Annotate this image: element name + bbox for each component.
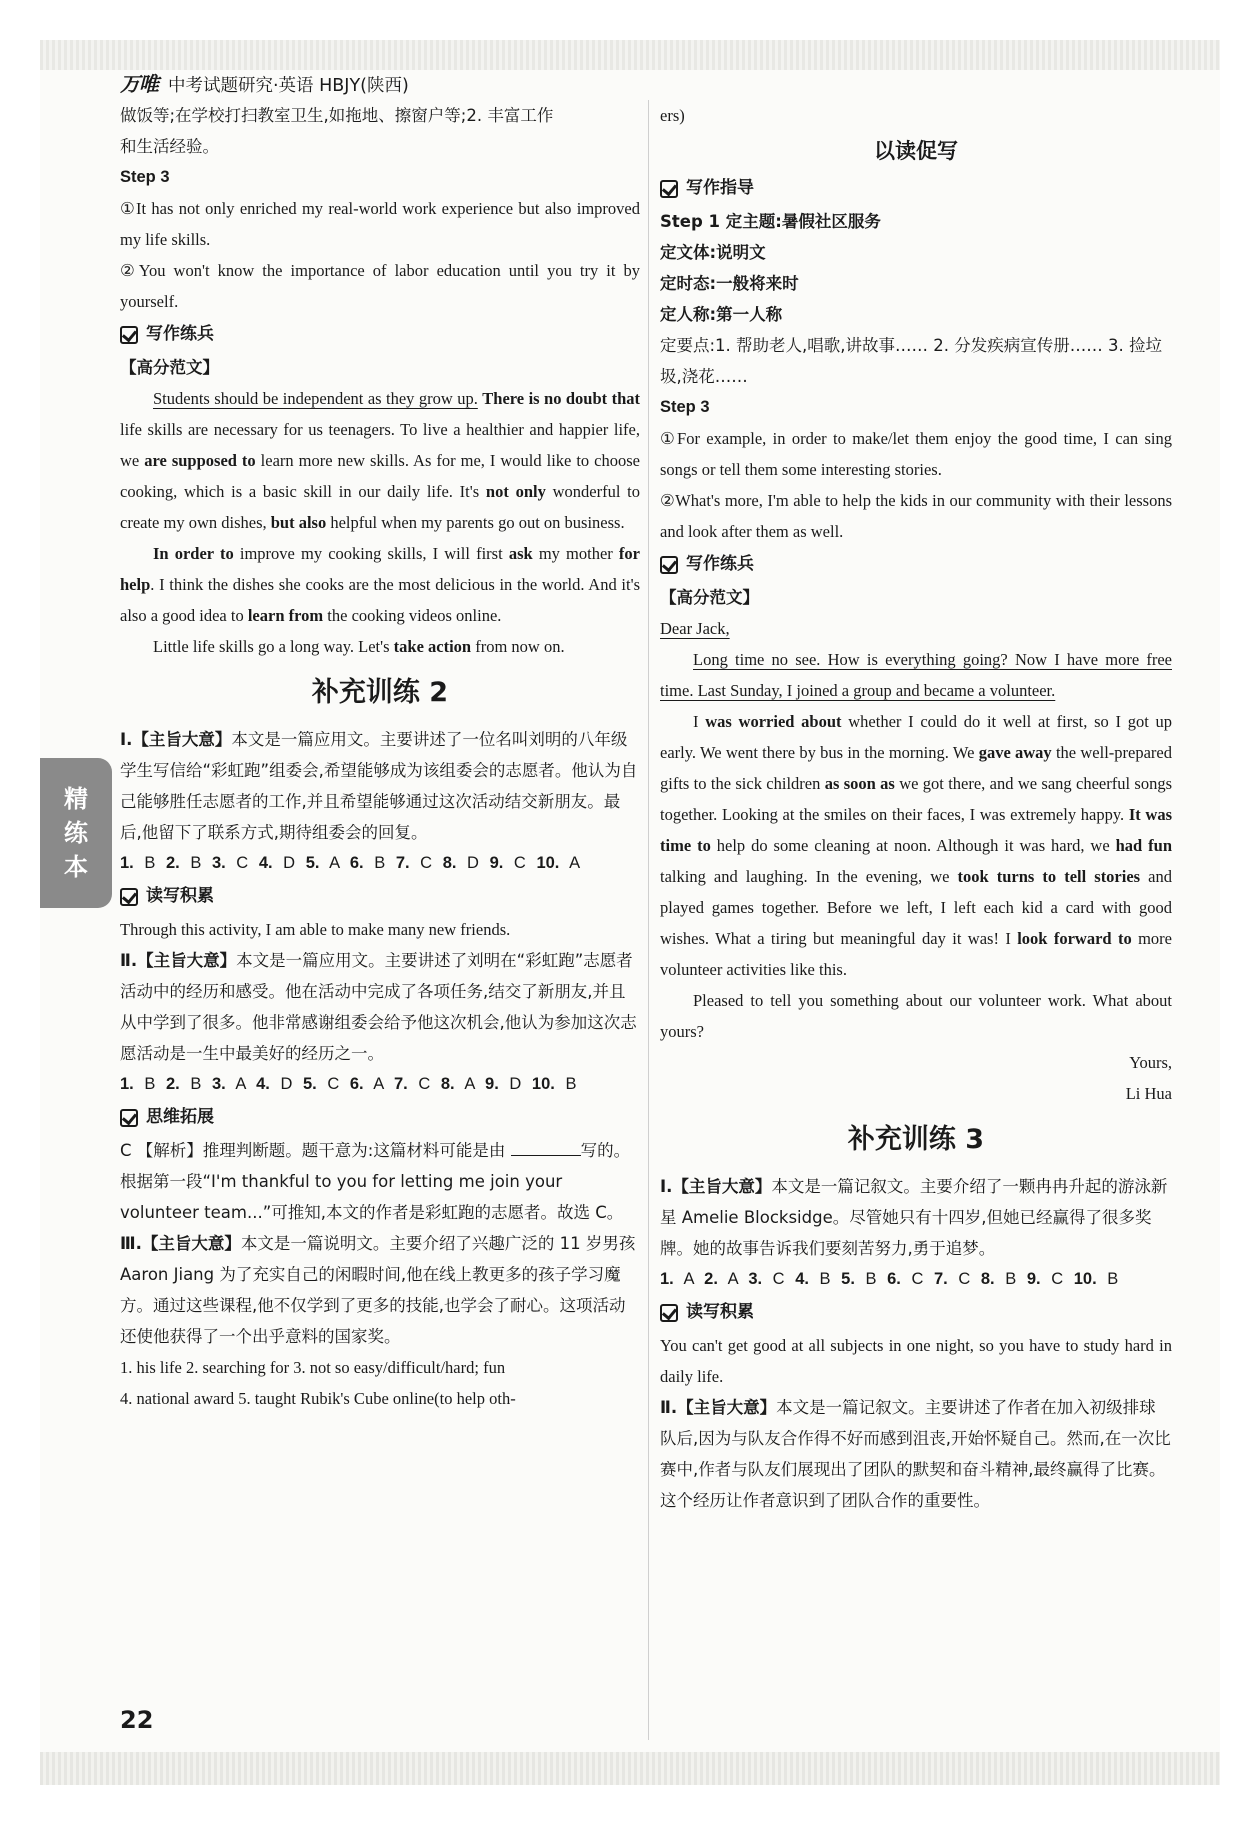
- letter-text: help do some cleaning at noon. Although it was hard, we: [710, 836, 1116, 855]
- answer-value: B: [190, 854, 202, 872]
- answer-value: C: [772, 1270, 785, 1288]
- key-phrase: In order to: [153, 544, 234, 563]
- step-3-label: Step 3: [120, 168, 170, 186]
- section-reading-accumulation: [660, 1297, 1172, 1328]
- answer-value: C: [958, 1270, 971, 1288]
- reading-sentence: You can't get good at all subjects in one night, so you have to study hard in daily life.: [660, 1336, 1172, 1386]
- answer-number: 5.: [305, 854, 320, 872]
- answer-number: 7.: [934, 1270, 948, 1288]
- key-phrase: was worried about: [705, 712, 842, 731]
- answer-number: 9.: [1026, 1270, 1041, 1288]
- step-3-label: Step 3: [660, 398, 710, 416]
- guide-line: 定文体:说明文: [660, 243, 766, 262]
- section-reading-accumulation: [120, 881, 640, 912]
- analysis-text: C 【解析】推理判断题。题干意为:这篇材料可能是由: [120, 1141, 506, 1160]
- letter-closing: Yours,: [1129, 1053, 1172, 1072]
- side-tab-char: 练: [64, 819, 88, 847]
- key-phrase: look forward to: [1017, 929, 1132, 948]
- letter-opening: Long time no see. How is everything going? Now I have more free time. Last Sunday, I joined a group and became a volunteer.: [660, 650, 1172, 700]
- answer-number: 8.: [980, 1270, 995, 1288]
- answer-number: 6.: [887, 1270, 901, 1288]
- main-idea-paragraph: [120, 945, 640, 1069]
- column-divider: [648, 100, 649, 1740]
- check-icon: [660, 180, 678, 198]
- left-column: [120, 100, 640, 1414]
- key-phrase: not only: [485, 482, 546, 501]
- scan-edge-bottom: [40, 1752, 1220, 1785]
- salutation-text: Dear Jack,: [660, 619, 730, 638]
- answer-row: 4. national award 5. taught Rubik's Cube online(to help oth-: [120, 1389, 516, 1408]
- check-icon: [660, 1304, 678, 1322]
- essay-text: . I think the dishes she cooks are the most delicious in the world. And it's also a good idea to: [120, 575, 640, 625]
- step-3-sentence: ②You won't know the importance of labor education until you try it by yourself.: [120, 261, 640, 311]
- answer-blank: [511, 1142, 581, 1156]
- answer-value: C: [1051, 1270, 1064, 1288]
- answer-number: 2.: [165, 1075, 180, 1093]
- essay-text: helpful when my parents go out on business.: [326, 513, 625, 532]
- answer-number: 4.: [256, 1075, 270, 1093]
- answer-number: 2.: [704, 1270, 718, 1288]
- main-idea-paragraph: [660, 1392, 1172, 1516]
- main-idea-head: Ⅰ.【主旨大意】: [660, 1177, 772, 1196]
- answer-value: B: [1005, 1270, 1017, 1288]
- section-label: 读写积累: [686, 1302, 754, 1322]
- essay-paragraph: [120, 383, 640, 538]
- key-phrase: but also: [270, 513, 327, 532]
- guide-line: 定要点:1. 帮助老人,唱歌,讲故事…… 2. 分发疾病宣传册…… 3. 捡垃圾,浇花……: [660, 336, 1163, 386]
- continued-text: 做饭等;在学校打扫教室卫生,如拖地、擦窗户等;2. 丰富工作: [120, 106, 554, 125]
- continued-text: 和生活经验。: [120, 137, 219, 156]
- answer-value: D: [467, 854, 479, 872]
- check-icon: [660, 556, 678, 574]
- main-idea-text: 本文是一篇应用文。主要讲述了一位名叫刘明的八年级学生写信给“彩虹跑”组委会,希望能够成为该组委会的志愿者。他认为自己能够胜任志愿者的工作,并且希望能够通过这次活动结交新朋友。最后,他留下了联系方式,期待组委会的回复。: [120, 730, 638, 842]
- answer-value: C: [327, 1075, 340, 1093]
- answer-number: 1.: [120, 1075, 134, 1093]
- answer-number: 10.: [1073, 1270, 1097, 1288]
- essay-text: Little life skills go a long way. Let's: [153, 637, 394, 656]
- right-column: [660, 100, 1172, 1516]
- key-phrase: take action: [393, 637, 472, 656]
- answer-number: 1.: [120, 854, 134, 872]
- answer-number: 8.: [440, 1075, 455, 1093]
- answer-number: 7.: [394, 1075, 408, 1093]
- letter-text: talking and laughing. In the evening, we: [660, 867, 958, 886]
- side-tab: [40, 758, 112, 908]
- key-phrase: for help: [120, 544, 640, 594]
- answer-number: 6.: [349, 854, 364, 872]
- answer-row: 1. his life 2. searching for 3. not so easy/difficult/hard; fun: [120, 1358, 506, 1377]
- answer-number: 5.: [302, 1075, 317, 1093]
- answer-number: 9.: [489, 854, 504, 872]
- main-idea-text: 本文是一篇应用文。主要讲述了刘明在“彩虹跑”志愿者活动中的经历和感受。他在活动中完成了各项任务,结交了新朋友,并且从中学到了很多。他非常感谢组委会给予他这次机会,他认为参加这次志愿活动是一生中最美好的经历之一。: [120, 951, 637, 1063]
- key-phrase: as soon as: [824, 774, 895, 793]
- key-phrase: took turns to tell stories: [957, 867, 1141, 886]
- answer-value: B: [1107, 1270, 1119, 1288]
- essay-text: life skills are necessary for us teenagers. To live a healthier and happier life, we: [120, 420, 640, 470]
- answer-row: [660, 1264, 1172, 1295]
- letter-text: I: [693, 712, 706, 731]
- answer-number: 2.: [165, 854, 180, 872]
- answer-number: 6.: [349, 1075, 364, 1093]
- answer-number: 3.: [211, 854, 226, 872]
- answer-value: C: [418, 1075, 431, 1093]
- essay-text: the cooking videos online.: [323, 606, 502, 625]
- letter-salutation: [660, 613, 1172, 644]
- supplement-2-title: 补充训练 2: [311, 677, 449, 708]
- answer-value: C: [513, 854, 526, 872]
- brand-logo: 万唯: [120, 72, 158, 96]
- essay-text: wonderful to create my own dishes,: [120, 482, 640, 532]
- section-label: 思维拓展: [146, 1107, 214, 1127]
- answer-value: B: [565, 1075, 577, 1093]
- step-3-sentence: ②What's more, I'm able to help the kids in our community with their lessons and look after them as well.: [660, 491, 1172, 541]
- guide-line: Step 1 定主题:暑假社区服务: [660, 212, 881, 231]
- key-phrase: learn from: [247, 606, 324, 625]
- answer-number: 4.: [258, 854, 273, 872]
- answer-number: 10.: [531, 1075, 555, 1093]
- section-writing-practice: [120, 319, 640, 350]
- answer-row: [120, 848, 640, 879]
- book-title: 中考试题研究·英语 HBJY(陕西): [168, 76, 409, 96]
- main-idea-text: 本文是一篇说明文。主要介绍了兴趣广泛的 11 岁男孩 Aaron Jiang 为了充实自己的闲暇时间,他在线上教更多的孩子学习魔方。通过这些课程,他不仅学到了更多的技能,也学会了耐心。这项活动还使他获得了一个出乎意料的国家奖。: [120, 1234, 636, 1346]
- key-phrase: It was time to: [660, 805, 1172, 855]
- essay-text: improve my cooking skills, I will first: [233, 544, 509, 563]
- answer-number: 10.: [536, 854, 560, 872]
- key-phrase: are supposed to: [144, 451, 256, 470]
- section-writing-practice: [660, 549, 1172, 580]
- section-thinking-expansion: [120, 1102, 640, 1133]
- answer-number: 9.: [485, 1075, 499, 1093]
- answer-value: C: [236, 854, 249, 872]
- check-icon: [120, 326, 138, 344]
- answer-value: A: [329, 854, 340, 872]
- analysis-text: 写的。根据第一段“I'm thankful to you for letting me join your volunteer team...”可推知,本文的作者是彩虹跑的志愿者。故选 C。: [120, 1141, 631, 1222]
- step-3-sentence: ①It has not only enriched my real-world work experience but also improved my life skills.: [120, 199, 640, 249]
- continued-text: ers): [660, 106, 685, 125]
- main-idea-paragraph: [120, 1228, 640, 1352]
- essay-paragraph: [120, 538, 640, 631]
- essay-text: learn more new skills. As for me, I would like to choose cooking, which is a basic skill in our daily life. It's: [120, 451, 640, 501]
- main-idea-head: Ⅰ.【主旨大意】: [120, 730, 232, 749]
- essay-topic-sentence: Students should be independent as they grow up.: [153, 389, 478, 408]
- answer-number: 8.: [442, 854, 457, 872]
- letter-text: the well-prepared gifts to the sick children: [660, 743, 1172, 793]
- answer-number: 5.: [841, 1270, 855, 1288]
- answer-value: A: [569, 854, 581, 872]
- answer-value: B: [819, 1270, 831, 1288]
- answer-value: C: [911, 1270, 924, 1288]
- essay-text: my mother: [532, 544, 619, 563]
- section-label: 读写积累: [146, 886, 214, 906]
- side-tab-char: 本: [64, 853, 88, 881]
- answer-number: 1.: [660, 1270, 674, 1288]
- page-number: 22: [120, 1706, 154, 1734]
- letter-text: and played games together. Before we left, I left each kid a card with good wishes. What a tiring but meaningful day it was! I: [660, 867, 1172, 948]
- supplement-3-title: 补充训练 3: [847, 1124, 985, 1155]
- answer-row: [120, 1069, 640, 1100]
- letter-paragraph: [660, 706, 1172, 985]
- answer-value: C: [420, 854, 433, 872]
- page-header: [120, 68, 409, 97]
- main-idea-text: 本文是一篇记叙文。主要介绍了一颗冉冉升起的游泳新星 Amelie Blocksidge。尽管她只有十四岁,但她已经赢得了很多奖牌。她的故事告诉我们要刻苦努力,勇于追梦。: [660, 1177, 1168, 1258]
- answer-value: B: [865, 1270, 877, 1288]
- guide-line: 定时态:一般将来时: [660, 274, 799, 293]
- answer-value: D: [280, 1075, 293, 1093]
- main-idea-head: Ⅱ.【主旨大意】: [660, 1398, 777, 1417]
- model-essay-label: 【高分范文】: [660, 588, 759, 607]
- check-icon: [120, 1109, 138, 1127]
- key-phrase: ask: [508, 544, 533, 563]
- answer-value: B: [144, 854, 156, 872]
- letter-text: we got there, and we sang cheerful songs together. Looking at the smiles on their faces, I was extremely happy.: [660, 774, 1172, 824]
- letter-signature: Li Hua: [1125, 1084, 1172, 1103]
- letter-text: whether I could do it well at first, so I got up early. We went there by bus in the morning. We: [660, 712, 1173, 762]
- key-phrase: gave away: [978, 743, 1052, 762]
- main-idea-head: Ⅲ.【主旨大意】: [120, 1234, 241, 1253]
- main-idea-paragraph: [660, 1171, 1172, 1264]
- step-3-sentence: ①For example, in order to make/let them enjoy the good time, I can sing songs or tell them some interesting stories.: [660, 429, 1172, 479]
- letter-paragraph: [660, 644, 1172, 706]
- analysis-paragraph: [120, 1135, 640, 1228]
- answer-number: 7.: [395, 854, 410, 872]
- letter-paragraph: Pleased to tell you something about our volunteer work. What about yours?: [660, 991, 1172, 1041]
- main-idea-text: 本文是一篇记叙文。主要讲述了作者在加入初级排球队后,因为与队友合作得不好而感到沮丧,开始怀疑自己。然而,在一次比赛中,作者与队友们展现出了团队的默契和奋斗精神,最终赢得了比赛。这个经历让作者意识到了团队合作的重要性。: [660, 1398, 1171, 1510]
- scan-edge-top: [40, 40, 1220, 70]
- answer-value: B: [190, 1075, 202, 1093]
- answer-value: A: [235, 1075, 246, 1093]
- answer-value: A: [683, 1270, 694, 1288]
- section-label: 写作练兵: [146, 324, 214, 344]
- side-tab-char: 精: [64, 785, 88, 813]
- section-label: 写作练兵: [686, 554, 754, 574]
- check-icon: [120, 888, 138, 906]
- answer-value: A: [727, 1270, 738, 1288]
- answer-value: D: [283, 854, 296, 872]
- answer-value: A: [373, 1075, 384, 1093]
- answer-value: B: [374, 854, 386, 872]
- answer-value: B: [144, 1075, 156, 1093]
- key-phrase: There is no doubt that: [482, 389, 641, 408]
- main-idea-head: Ⅱ.【主旨大意】: [120, 951, 237, 970]
- read-to-write-title: 以读促写: [874, 139, 958, 163]
- model-essay-label: 【高分范文】: [120, 358, 219, 377]
- guide-line: 定人称:第一人称: [660, 305, 783, 324]
- section-writing-guide: [660, 173, 1172, 204]
- answer-number: 3.: [211, 1075, 226, 1093]
- reading-sentence: Through this activity, I am able to make many new friends.: [120, 920, 511, 939]
- letter-text: more volunteer activities like this.: [660, 929, 1172, 979]
- essay-text: from now on.: [471, 637, 565, 656]
- answer-number: 4.: [795, 1270, 809, 1288]
- essay-paragraph: [120, 631, 640, 662]
- section-label: 写作指导: [686, 178, 754, 198]
- key-phrase: had fun: [1115, 836, 1172, 855]
- answer-number: 3.: [748, 1270, 763, 1288]
- answer-value: A: [464, 1075, 475, 1093]
- main-idea-paragraph: [120, 724, 640, 848]
- answer-value: D: [509, 1075, 522, 1093]
